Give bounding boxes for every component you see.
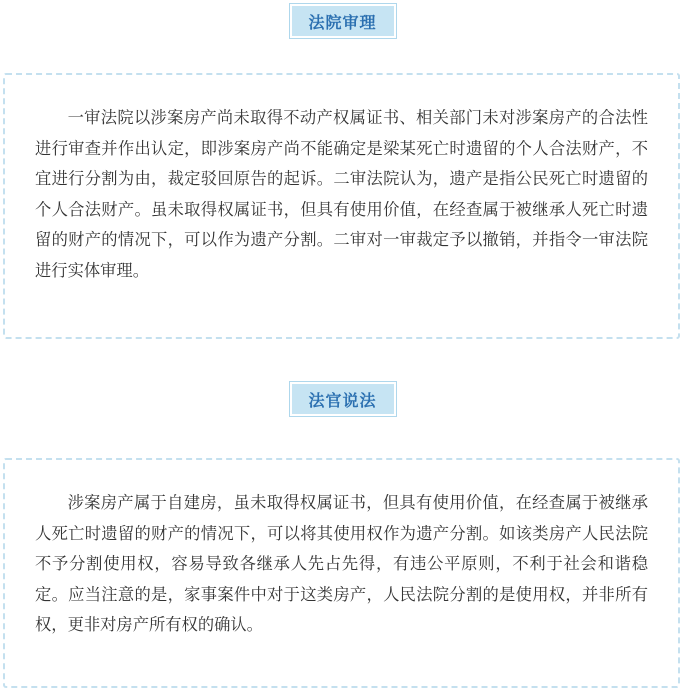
court-trial-text-box: [3, 73, 680, 339]
section-title-judge-commentary: [290, 382, 396, 416]
court-trial-paragraph: 一审法院以涉案房产尚未取得不动产权属证书、相关部门未对涉案房产的合法性进行审查并作出认定，即涉案房产尚不能确定是梁某死亡时遗留的个人合法财产，不宜进行分割为由，裁定驳回原告的起诉。二审法院认为，遗产是指公民死亡时遗留的个人合法财产。虽未取得权属证书，但具有使用价值，在经查属于被继承人死亡时遗留的财产的情况下，可以作为遗产分割。二审对一审裁定予以撤销，并指令一审法院进行实体审理。: [35, 108, 648, 280]
judge-commentary-paragraph: 涉案房产属于自建房，虽未取得权属证书，但具有使用价值，在经查属于被继承人死亡时遗留的财产的情况下，可以将其使用权作为遗产分割。如该类房产人民法院不予分割使用权，容易导致各继承人先占先得，有违公平原则，不利于社会和谐稳定。应当注意的是，家事案件中对于这类房产，人民法院分割的是使用权，并非所有权，更非对房产所有权的确认。: [35, 493, 648, 634]
section-title-text: 法院审理: [308, 12, 377, 32]
section-title-text: 法官说法: [308, 390, 377, 410]
judge-commentary-text-box: [3, 458, 680, 688]
section-title-court-trial: [290, 4, 396, 38]
